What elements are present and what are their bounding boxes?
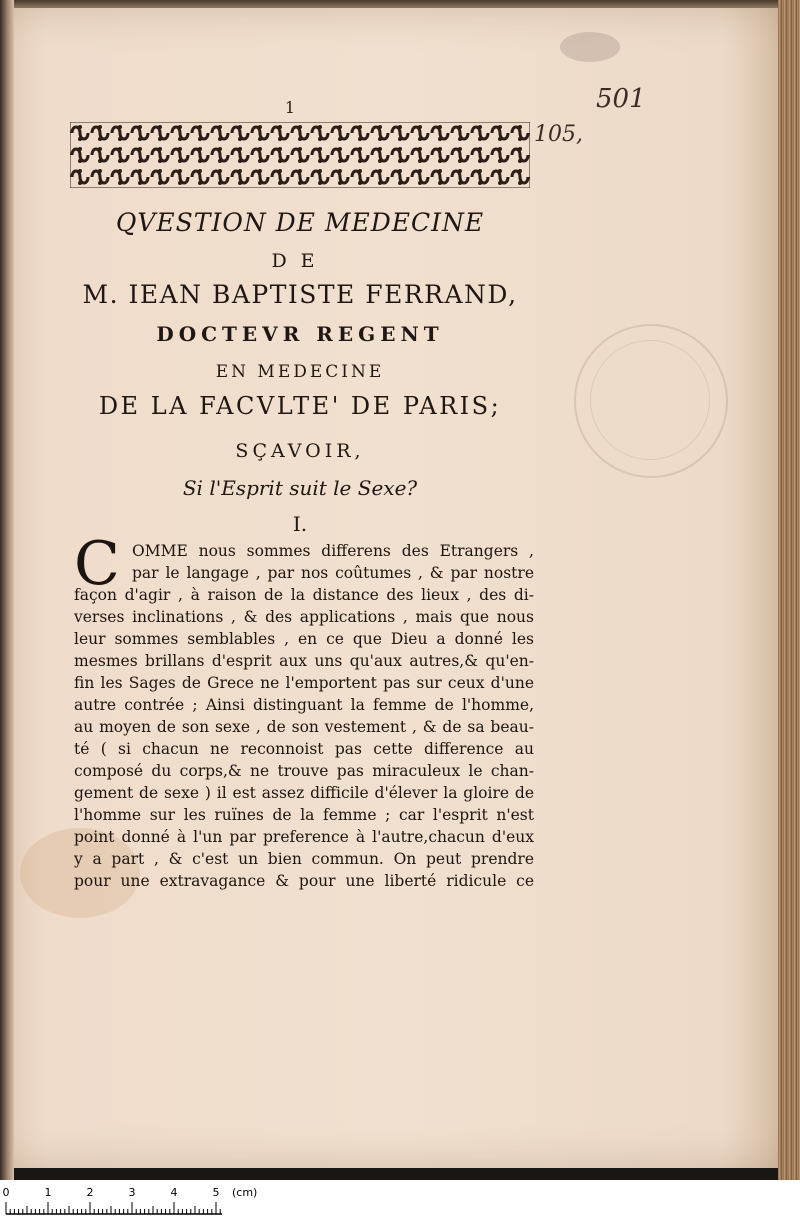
- ornamental-headpiece: [70, 122, 530, 188]
- handwritten-note: 105,: [534, 122, 583, 147]
- body-line: composé du corps,& ne trouve pas miraculeux le chan-: [74, 762, 534, 780]
- handwritten-folio-number: 501: [596, 84, 646, 114]
- body-line: OMME nous sommes differens des Etrangers ,: [132, 542, 534, 560]
- paper-damage: [560, 32, 620, 62]
- title-faculty: DE LA FACVLTE' DE PARIS;: [98, 392, 502, 420]
- ruler-label-0: 0: [2, 1186, 10, 1199]
- title-doctor: DOCTEVR REGENT: [156, 322, 444, 346]
- ruler-label-4: 4: [170, 1186, 178, 1199]
- body-line: leur sommes semblables , en ce que Dieu a donné les: [74, 630, 534, 648]
- body-line: fin les Sages de Grece ne l'emportent pas sur ceux d'une: [74, 674, 534, 692]
- body-line: au moyen de son sexe , de son vestement , & de sa beau-: [74, 718, 534, 736]
- body-line: façon d'agir , à raison de la distance des lieux , des di-: [74, 586, 534, 604]
- faded-library-stamp: [574, 324, 728, 478]
- body-line: par le langage , par nos coûtumes , & par nostre: [132, 564, 534, 582]
- body-line: y a part , & c'est un bien commun. On peut prendre: [74, 850, 534, 868]
- body-line: verses inclinations , & des applications , mais que nous: [74, 608, 534, 626]
- title-de: DE: [271, 250, 329, 272]
- body-line: mesmes brillans d'esprit aux uns qu'aux autres,& qu'en-: [74, 652, 534, 670]
- body-line: pour une extravagance & pour une liberté ridicule ce: [74, 872, 534, 890]
- book-spine: [0, 0, 14, 1180]
- ruler-label-2: 2: [86, 1186, 94, 1199]
- title-question-text: Si l'Esprit suit le Sexe?: [182, 476, 418, 500]
- title-scavoir: SÇAVOIR,: [235, 440, 365, 462]
- ruler-label-5: 5: [212, 1186, 220, 1199]
- title-author: M. IEAN BAPTISTE FERRAND,: [82, 280, 518, 309]
- page-number: 1: [284, 98, 296, 117]
- ruler-label-3: 3: [128, 1186, 136, 1199]
- title-medecine: EN MEDECINE: [215, 362, 385, 382]
- body-line: l'homme sur les ruïnes de la femme ; car l'esprit n'est: [74, 806, 534, 824]
- ruler-label-1: 1: [44, 1186, 52, 1199]
- section-number: I.: [292, 512, 308, 536]
- body-line: autre contrée ; Ainsi distinguant la femme de l'homme,: [74, 696, 534, 714]
- body-line: gement de sexe ) il est assez difficile d'élever la gloire de: [74, 784, 534, 802]
- ruler-unit: (cm): [232, 1186, 258, 1199]
- body-line: té ( si chacun ne reconnoist pas cette difference au: [74, 740, 534, 758]
- title-question: QVESTION DE MEDECINE: [115, 208, 485, 237]
- scale-ruler: [0, 1180, 800, 1220]
- book-fore-edge: [778, 0, 800, 1180]
- drop-capital: C: [74, 529, 120, 599]
- body-line: point donné à l'un par preference à l'autre,chacun d'eux: [74, 828, 534, 846]
